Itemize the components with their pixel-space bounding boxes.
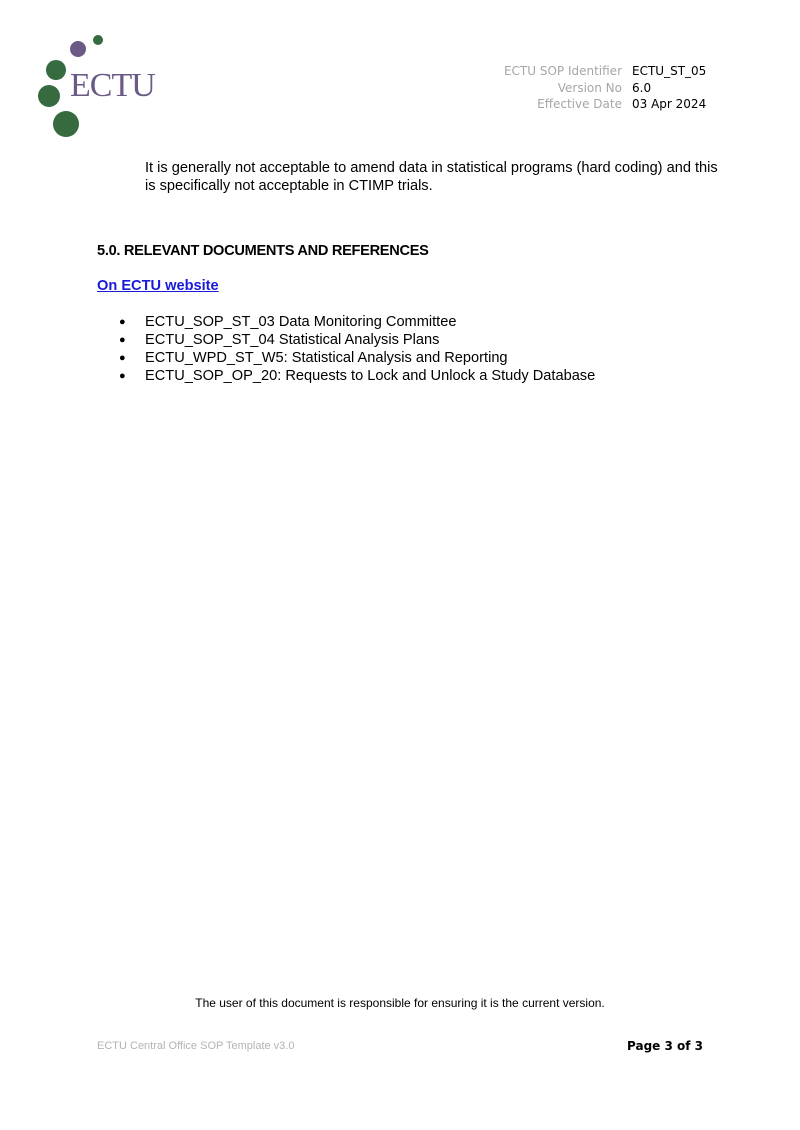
reference-text: ECTU_WPD_ST_W5: Statistical Analysis and Reporting bbox=[145, 350, 508, 366]
section-heading: 5.0. RELEVANT DOCUMENTS AND REFERENCES bbox=[97, 243, 429, 259]
meta-row-effective-date bbox=[470, 96, 730, 113]
logo-dot-green-1 bbox=[46, 60, 66, 80]
list-item bbox=[117, 349, 595, 367]
reference-text: ECTU_SOP_ST_04 Statistical Analysis Plans bbox=[145, 332, 440, 348]
list-item bbox=[117, 313, 595, 331]
logo-wordmark: ECTU bbox=[70, 67, 155, 104]
meta-row-identifier bbox=[470, 63, 730, 80]
meta-value: 03 Apr 2024 bbox=[632, 97, 707, 111]
reference-text: ECTU_SOP_ST_03 Data Monitoring Committee bbox=[145, 314, 457, 330]
list-item bbox=[117, 367, 595, 385]
document-metadata bbox=[470, 63, 730, 113]
logo-dot-green-3 bbox=[53, 111, 79, 137]
list-item bbox=[117, 331, 595, 349]
meta-value: ECTU_ST_05 bbox=[632, 64, 707, 78]
bullet-icon: ● bbox=[119, 334, 126, 346]
bullet-icon: ● bbox=[119, 370, 126, 382]
hard-coding-paragraph: It is generally not acceptable to amend data in statistical programs (hard coding) and this is specifically not acceptable in CTIMP trials. bbox=[145, 160, 718, 194]
ectu-website-link[interactable]: On ECTU website bbox=[97, 278, 219, 294]
footer-disclaimer: The user of this document is responsible for ensuring it is the current version. bbox=[195, 996, 605, 1010]
ectu-logo-graphic bbox=[34, 32, 164, 142]
reference-list bbox=[117, 313, 595, 385]
meta-key: Version No bbox=[557, 80, 622, 95]
page-number: Page 3 of 3 bbox=[627, 1039, 703, 1053]
meta-value: 6.0 bbox=[632, 80, 652, 95]
logo-dot-small-green bbox=[93, 35, 103, 45]
bullet-icon: ● bbox=[119, 316, 126, 328]
bullet-icon: ● bbox=[119, 352, 126, 364]
footer-template-name: ECTU Central Office SOP Template v3.0 bbox=[97, 1040, 295, 1052]
meta-row-version bbox=[470, 80, 730, 97]
meta-key: ECTU SOP Identifier bbox=[503, 64, 622, 78]
logo-dot-green-2 bbox=[38, 85, 60, 107]
meta-key: Effective Date bbox=[537, 97, 622, 111]
ectu-logo bbox=[34, 32, 164, 142]
logo-dot-purple bbox=[70, 41, 86, 57]
reference-text: ECTU_SOP_OP_20: Requests to Lock and Unlock a Study Database bbox=[145, 368, 596, 384]
